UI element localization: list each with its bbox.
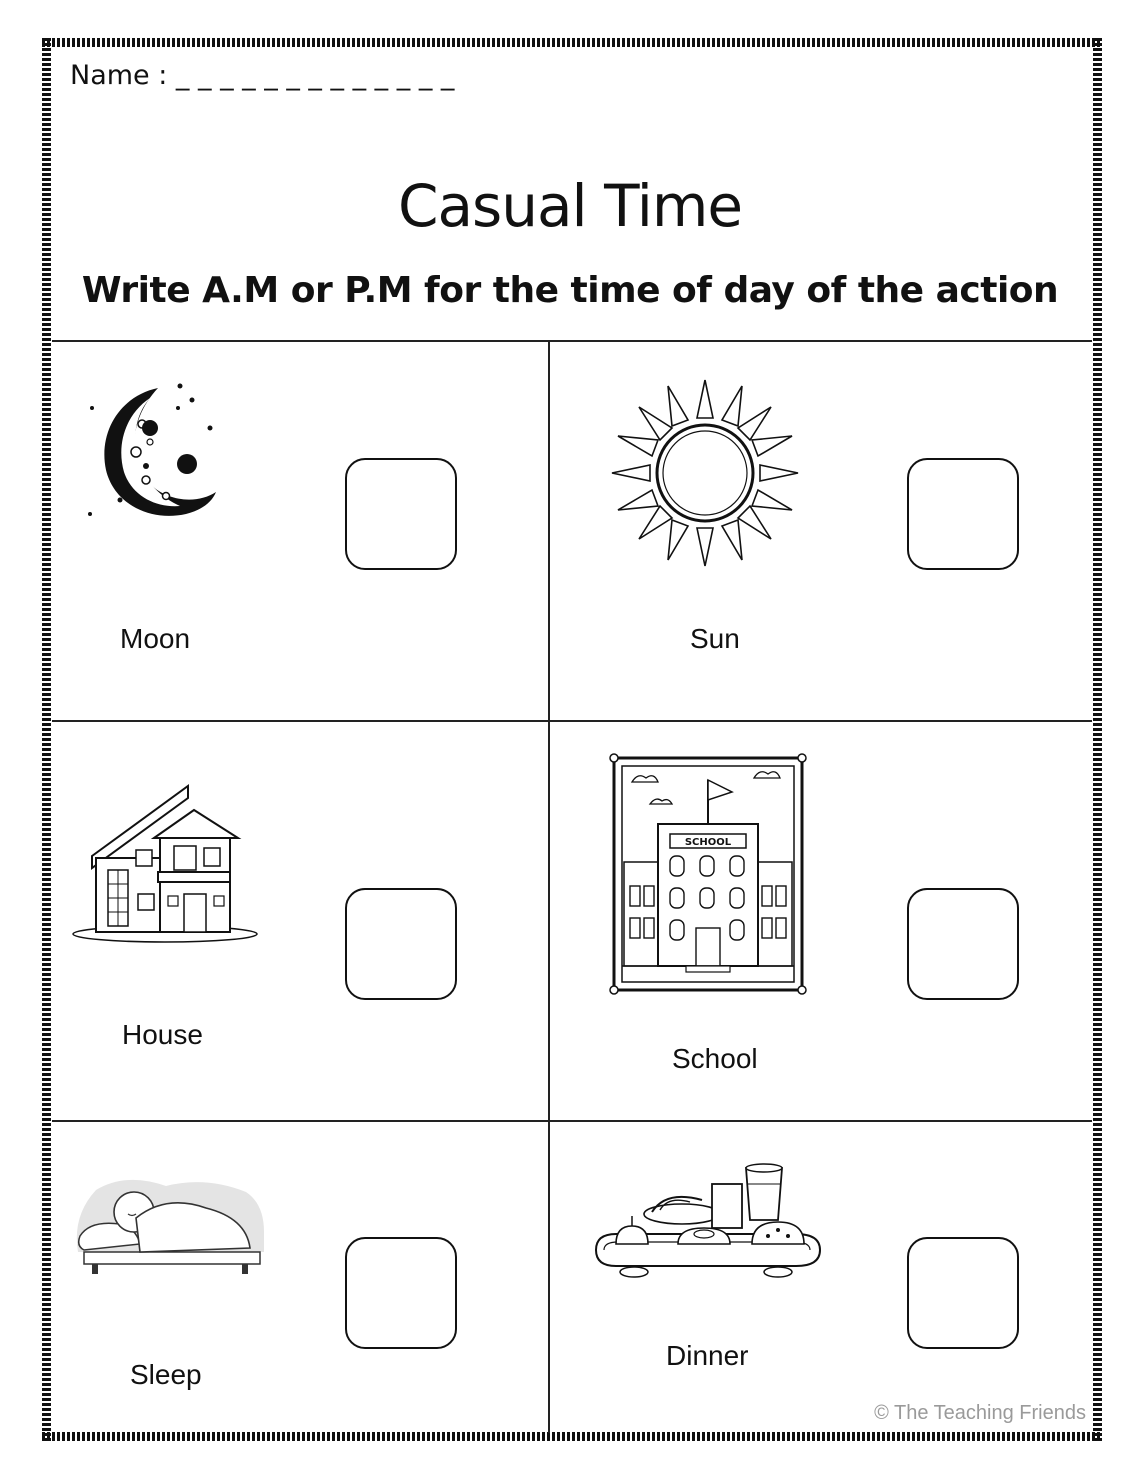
border-right [1093, 38, 1102, 1441]
border-left [42, 38, 51, 1441]
dinner-icon [590, 1160, 825, 1294]
sleep-icon [74, 1172, 269, 1286]
grid-line-top [52, 340, 1092, 342]
answer-box-dinner[interactable] [907, 1237, 1019, 1349]
grid-line-lower [52, 1120, 1092, 1122]
answer-box-moon[interactable] [345, 458, 457, 570]
answer-box-sleep[interactable] [345, 1237, 457, 1349]
item-label-house: House [122, 1019, 203, 1050]
answer-box-sun[interactable] [907, 458, 1019, 570]
answer-box-house[interactable] [345, 888, 457, 1000]
house-icon [70, 780, 260, 949]
answer-box-school[interactable] [907, 888, 1019, 1000]
item-label-school: School [672, 1043, 758, 1074]
item-label-moon: Moon [120, 623, 191, 654]
svg-text:SCHOOL: SCHOOL [684, 837, 732, 848]
border-bottom [42, 1432, 1102, 1441]
border-top [42, 38, 1102, 47]
sun-icon [610, 378, 800, 572]
name-field[interactable]: Name : _ _ _ _ _ _ _ _ _ _ _ _ _ [70, 60, 455, 91]
item-label-sleep: Sleep [130, 1359, 202, 1390]
worksheet-title: Casual Time [397, 172, 743, 240]
moon-icon [80, 372, 225, 531]
worksheet-instructions: Write A.M or P.M for the time of day of the action [81, 270, 1059, 311]
item-label-dinner: Dinner [666, 1340, 749, 1371]
copyright-notice: © The Teaching Friends [874, 1402, 1086, 1424]
grid-line-middle [52, 720, 1092, 722]
school-icon [608, 752, 808, 1002]
grid-line-vertical [548, 341, 550, 1433]
item-label-sun: Sun [690, 623, 740, 654]
